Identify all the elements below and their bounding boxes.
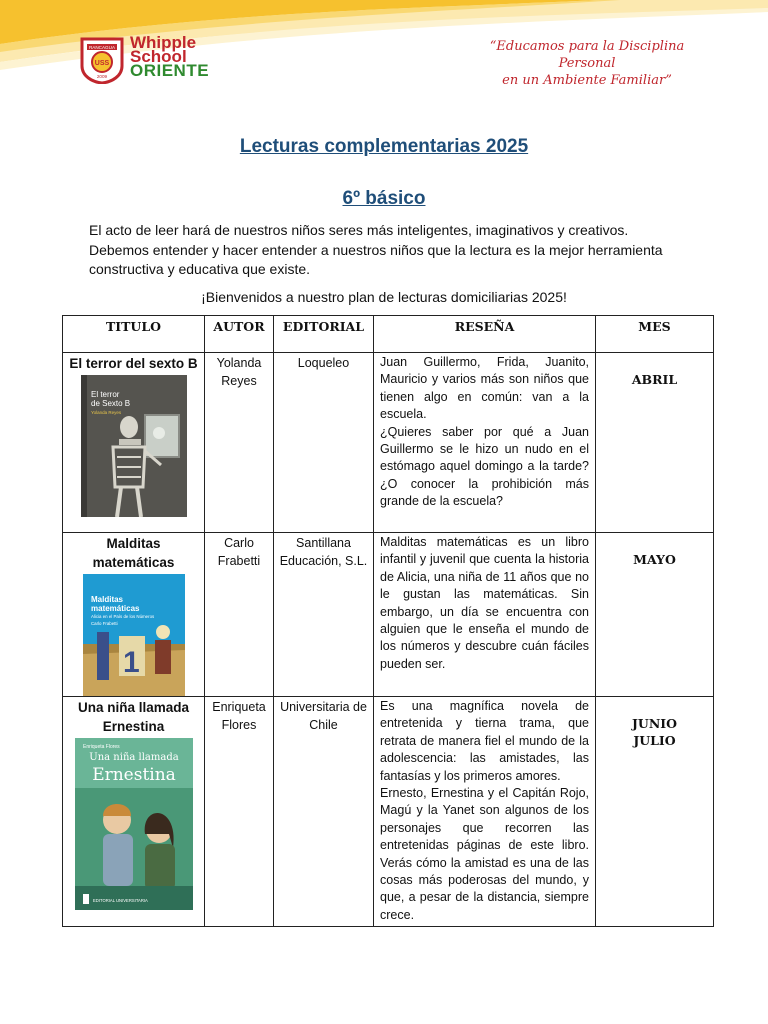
review-paragraph: Malditas matemáticas es un libro infantil y juvenil que cuenta la historia de Alicia, una niña de 11 años que no le gustan las matemáticas. Sin embargo, un día se encuentra con alguien que le enseña el mundo de los números y descubre cuán fáciles pueden ser.: [380, 535, 589, 671]
book-review: [374, 353, 596, 533]
logo-badge-text: USS: [94, 60, 110, 67]
page-subtitle: 6º básico: [342, 188, 426, 209]
review-paragraph: Juan Guillermo, Frida, Juanito, Mauricio y varios más son niños que tienen algo en común: van a la escuela.: [380, 355, 589, 422]
header-title: TITULO: [63, 316, 205, 353]
school-name: [130, 33, 210, 80]
school-name-line3: ORIENTE: [130, 61, 210, 80]
header-month: MES: [596, 316, 714, 353]
svg-text:1: 1: [122, 646, 140, 679]
intro-paragraph: El acto de leer hará de nuestros niños seres más inteligentes, imaginativos y creativos. Debemos entender y hacer entender a nuestros niños que la lectura es la mejor herramienta constructiva y educativa que existe.: [89, 222, 663, 277]
cover-subtitle: Alicia en el País de los Números: [90, 614, 154, 619]
book-month-line: JUNIO: [632, 716, 677, 731]
logo-year-text: 2009: [96, 74, 108, 79]
cover-title-2: Ernestina: [91, 765, 176, 785]
header-author: AUTOR: [205, 316, 274, 353]
book-month-line: JULIO: [633, 733, 676, 748]
motto-line2: en un Ambiente Familiar”: [502, 73, 672, 88]
book-month: ABRIL: [596, 353, 714, 533]
header-publisher: EDITORIAL: [274, 316, 374, 353]
school-name-line1: Whipple: [130, 33, 197, 52]
book-review: [374, 697, 596, 927]
review-paragraph: Es una magnífica novela de entretenida y tierna trama, que retrata de manera fiel el mundo de la adolescencia: las amistades, las fantasías y los primeros amores.: [380, 699, 589, 783]
book-cover-image: [75, 738, 193, 910]
school-logo: [78, 33, 228, 86]
book-cover-kids-icon: [75, 738, 193, 910]
book-review: [374, 533, 596, 697]
review-paragraph: Ernesto, Ernestina y el Capitán Rojo, Magú y la Yanet son algunos de los personajes que recorren las entretenidas páginas de este libro. Verás cómo la amistad es una de las cosas más poderosas del mundo, y que, a pesar de la distancia, siempre crece.: [380, 786, 589, 922]
book-author: Enriqueta Flores: [205, 697, 274, 927]
reading-plan-table: [62, 315, 714, 927]
school-name-line2: School: [130, 47, 187, 66]
school-shield-icon: [78, 36, 126, 84]
cover-title-2: de Sexto B: [90, 399, 130, 408]
cover-title-1: Malditas: [90, 595, 123, 604]
header-review: RESEÑA: [374, 316, 596, 353]
book-title-cell: [63, 353, 205, 533]
motto-line1: “Educamos para la Disciplina Personal: [489, 39, 685, 71]
cover-author: Yolanda Reyes: [90, 410, 121, 415]
book-cover-image: [83, 574, 185, 696]
table-header-row: [63, 316, 714, 353]
book-title: El terror del sexto B: [69, 356, 198, 371]
book-publisher: Universitaria de Chile: [274, 697, 374, 927]
cover-author: Enriqueta Flores: [82, 744, 120, 750]
book-month: [596, 697, 714, 927]
cover-publisher: EDITORIAL UNIVERSITARIA: [92, 898, 148, 903]
school-motto: [472, 38, 702, 89]
book-title-cell: [63, 533, 205, 697]
table-row: [63, 697, 714, 927]
book-author: Yolanda Reyes: [205, 353, 274, 533]
table-row: [63, 353, 714, 533]
cover-title-1: Una niña llamada: [88, 752, 179, 763]
book-publisher: Loqueleo: [274, 353, 374, 533]
book-publisher: Santillana Educación, S.L.: [274, 533, 374, 697]
book-cover-skeleton-icon: [81, 375, 187, 517]
book-title: Malditas matemáticas: [92, 536, 175, 570]
book-title-cell: [63, 697, 205, 927]
review-paragraph: ¿Quieres saber por qué a Juan Guillermo se le hizo un nudo en el estómago aquel domingo a la tarde? ¿O conocer la prohibición más grande de la escuela?: [380, 424, 589, 509]
cover-title-2: matemáticas: [90, 604, 139, 613]
welcome-text: ¡Bienvenidos a nuestro plan de lecturas domiciliarias 2025!: [201, 289, 567, 305]
logo-top-text: RANCAGUA: [88, 45, 116, 50]
page-title: Lecturas complementarias 2025: [239, 136, 529, 157]
book-month: MAYO: [596, 533, 714, 697]
cover-author: Carlo Frabetti: [90, 621, 118, 626]
book-author: Carlo Frabetti: [205, 533, 274, 697]
book-cover-image: [81, 375, 187, 517]
cover-title-1: El terror: [90, 390, 119, 399]
table-row: [63, 533, 714, 697]
book-title: Una niña llamada Ernestina: [77, 700, 190, 734]
book-cover-numbers-icon: [83, 574, 185, 696]
